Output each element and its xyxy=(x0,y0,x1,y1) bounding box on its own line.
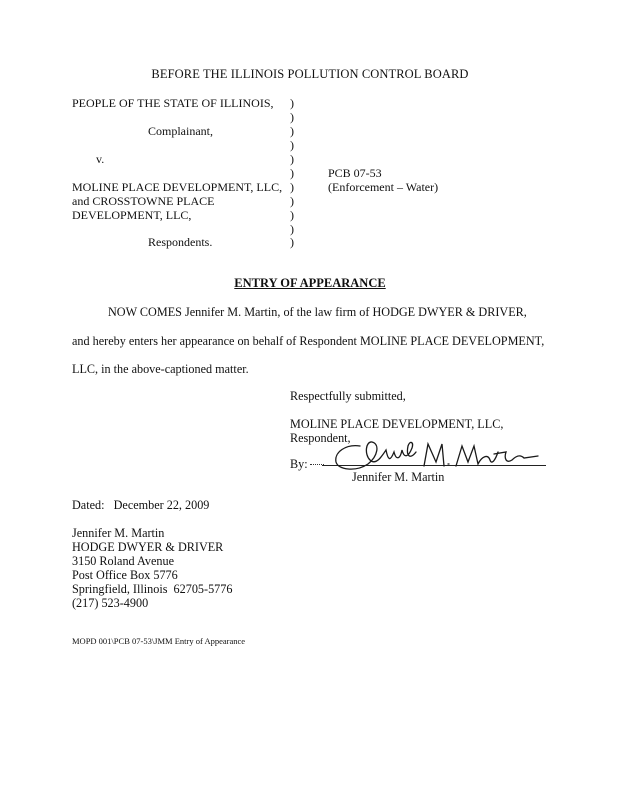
caption-paren: ) xyxy=(290,124,294,138)
signer-name: Jennifer M. Martin xyxy=(352,470,445,484)
plaintiff-role: Complainant, xyxy=(148,124,213,138)
body-line-3: LLC, in the above-captioned matter. xyxy=(72,362,249,376)
signature-script: Jennifer M. Martin xyxy=(334,480,342,481)
versus-label: v. xyxy=(96,152,105,166)
board-heading: BEFORE THE ILLINOIS POLLUTION CONTROL BOARD xyxy=(151,67,469,81)
closing: Respectfully submitted, xyxy=(290,389,406,403)
caption-paren: ) xyxy=(290,166,294,180)
case-number: PCB 07-53 xyxy=(328,166,382,180)
defendant-line-3: DEVELOPMENT, LLC, xyxy=(72,208,192,222)
contact-city: Springfield, Illinois 62705-5776 xyxy=(72,582,233,596)
by-label: By: xyxy=(290,457,308,471)
plaintiff-name: PEOPLE OF THE STATE OF ILLINOIS, xyxy=(72,96,274,110)
contact-po-box: Post Office Box 5776 xyxy=(72,568,178,582)
caption-paren: ) xyxy=(290,222,294,236)
caption-paren: ) xyxy=(290,235,294,249)
caption-paren: ) xyxy=(290,208,294,222)
contact-firm: HODGE DWYER & DRIVER xyxy=(72,540,224,554)
signing-party-role: Respondent, xyxy=(290,431,351,445)
defendant-line-2: and CROSSTOWNE PLACE xyxy=(72,194,215,208)
contact-phone: (217) 523-4900 xyxy=(72,596,149,610)
caption-paren: ) xyxy=(290,180,294,194)
date-line: Dated: December 22, 2009 xyxy=(72,498,210,512)
file-reference: MOPD 001\PCB 07-53\JMM Entry of Appearance xyxy=(72,636,246,646)
defendant-role: Respondents. xyxy=(148,235,213,249)
caption-paren: ) xyxy=(290,96,294,110)
caption-paren: ) xyxy=(290,194,294,208)
contact-street: 3150 Roland Avenue xyxy=(72,554,174,568)
caption-paren: ) xyxy=(290,152,294,166)
defendant-line-1: MOLINE PLACE DEVELOPMENT, LLC, xyxy=(72,180,283,194)
body-line-1: NOW COMES Jennifer M. Martin, of the law firm of HODGE DWYER & DRIVER, xyxy=(108,305,527,319)
caption-paren: ) xyxy=(290,110,294,124)
caption-paren: ) xyxy=(290,138,294,152)
document-title: ENTRY OF APPEARANCE xyxy=(234,276,386,290)
case-type: (Enforcement – Water) xyxy=(328,180,439,194)
signing-party: MOLINE PLACE DEVELOPMENT, LLC, xyxy=(290,417,504,431)
body-line-2: and hereby enters her appearance on behalf of Respondent MOLINE PLACE DEVELOPMENT, xyxy=(72,334,545,348)
contact-name: Jennifer M. Martin xyxy=(72,526,165,540)
